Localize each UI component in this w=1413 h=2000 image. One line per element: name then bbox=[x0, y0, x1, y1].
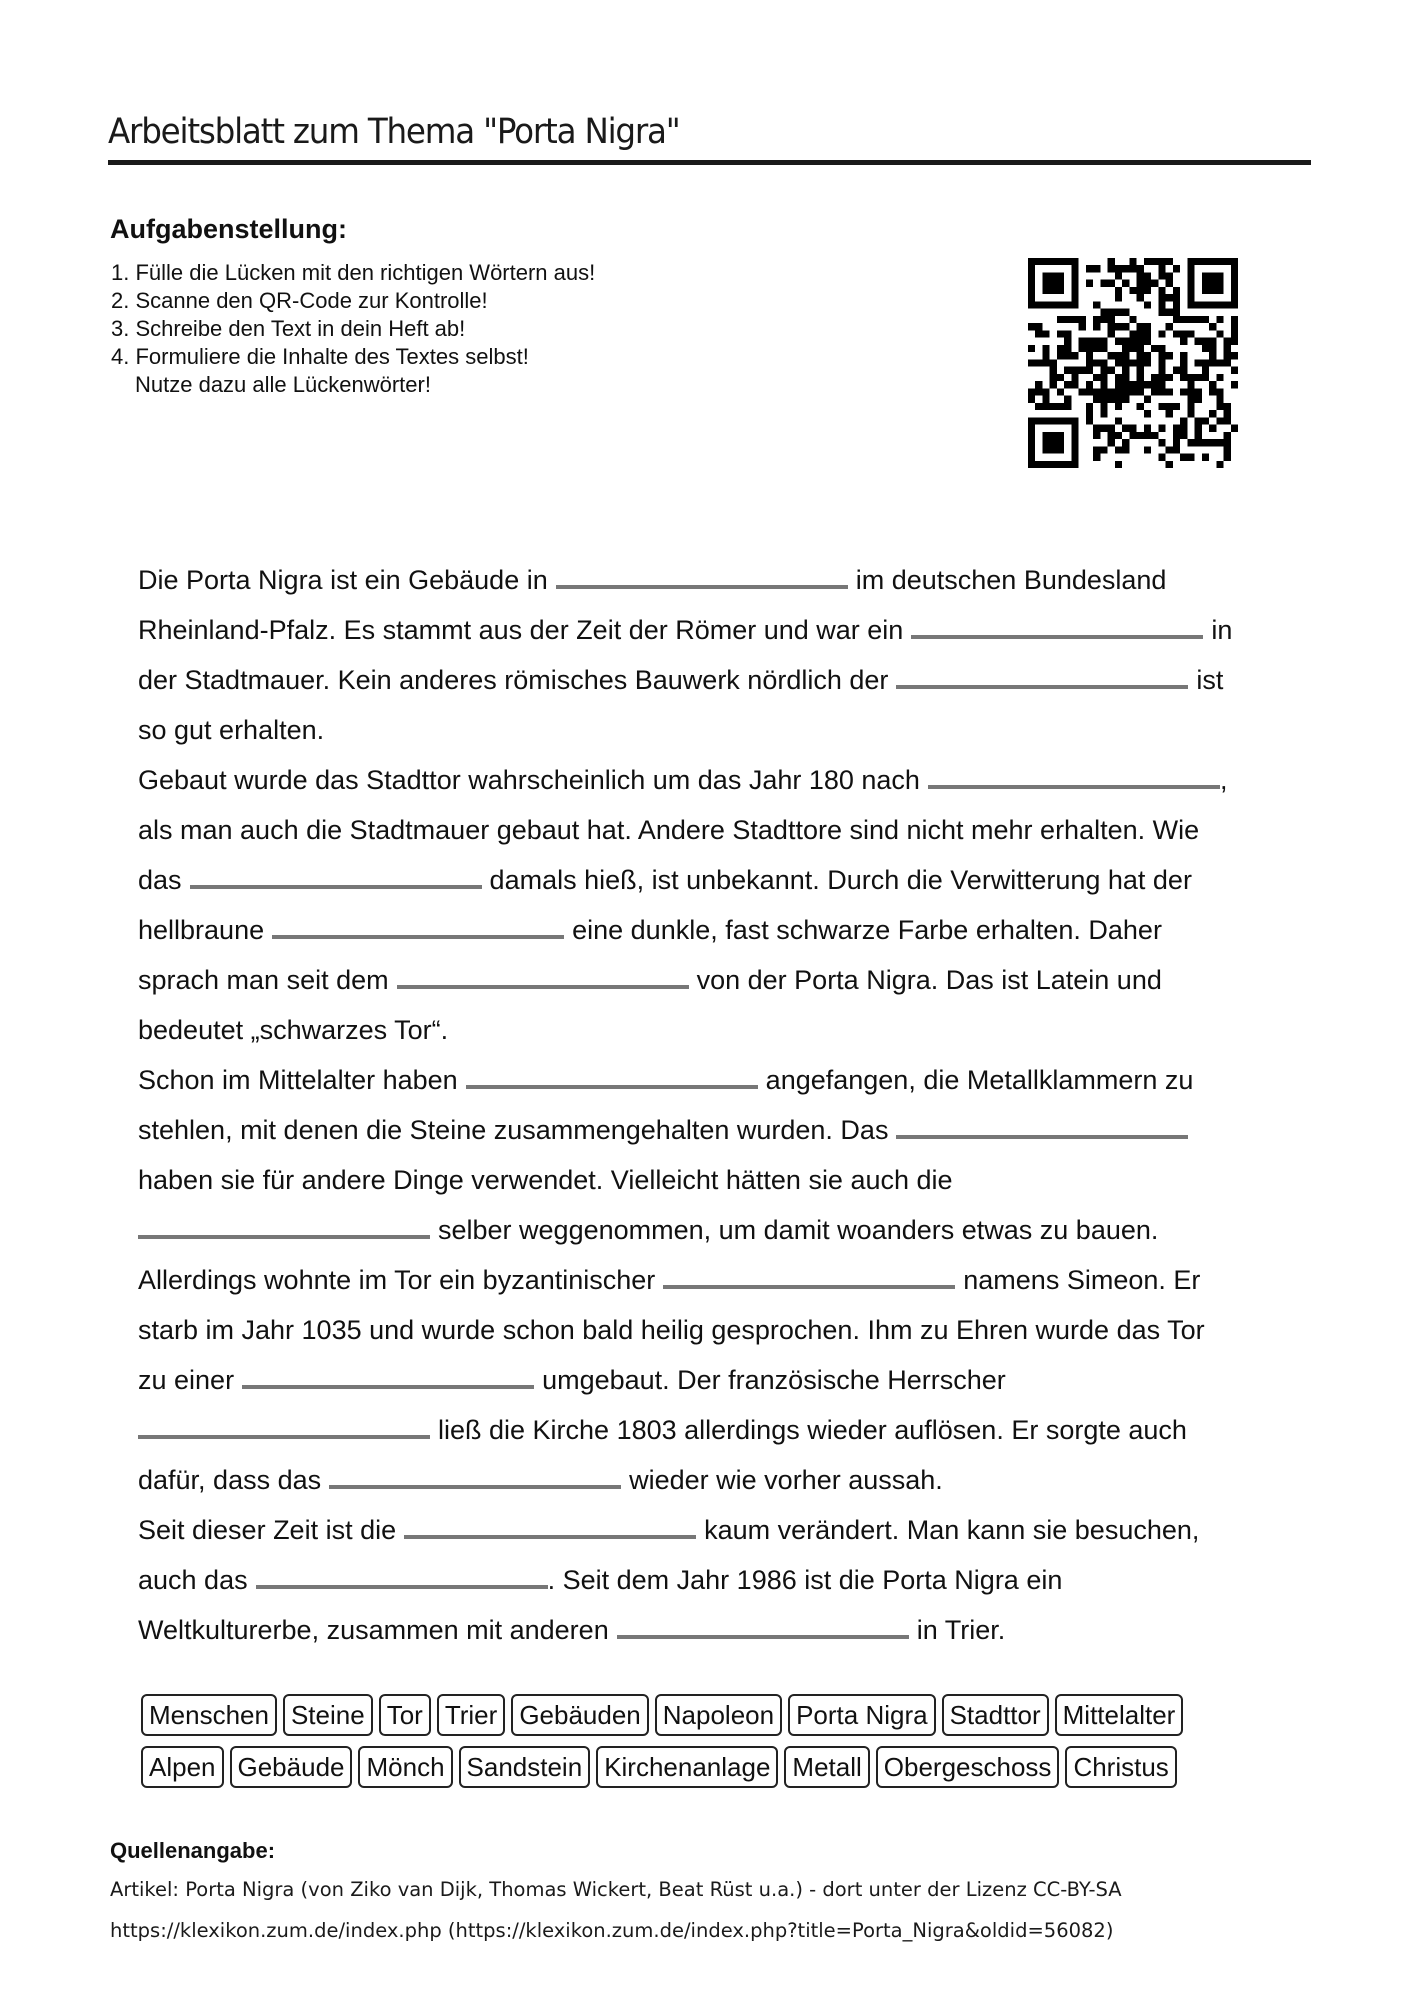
cloze-text-segment: Weltkulturerbe, zusammen mit anderen bbox=[138, 1615, 609, 1645]
blank-line[interactable] bbox=[928, 785, 1220, 789]
cloze-text-segment: selber weggenommen, um damit woanders etwas zu bauen. bbox=[438, 1215, 1159, 1245]
cloze-text-segment: starb im Jahr 1035 und wurde schon bald heilig gesprochen. Ihm zu Ehren wurde das Tor bbox=[138, 1315, 1205, 1345]
blank-line[interactable] bbox=[911, 635, 1203, 639]
cloze-line bbox=[138, 955, 1278, 1005]
task-item: 1. Fülle die Lücken mit den richtigen Wörtern aus! bbox=[111, 260, 596, 285]
blank-line[interactable] bbox=[663, 1285, 955, 1289]
cloze-line bbox=[138, 1305, 1278, 1355]
cloze-text-segment: namens Simeon. Er bbox=[963, 1265, 1201, 1295]
cloze-text-segment: Seit dieser Zeit ist die bbox=[138, 1515, 397, 1545]
word-chip[interactable]: Stadttor bbox=[942, 1694, 1049, 1736]
blank-line[interactable] bbox=[138, 1235, 430, 1239]
source-url: https://klexikon.zum.de/index.php (https://klexikon.zum.de/index.php?title=Porta_Nigra&oldid=56082) bbox=[110, 1919, 1114, 1942]
cloze-text-segment: wieder wie vorher aussah. bbox=[629, 1465, 943, 1495]
cloze-text-segment: umgebaut. Der französische Herrscher bbox=[542, 1365, 1006, 1395]
cloze-line bbox=[138, 1205, 1278, 1255]
word-chip[interactable]: Menschen bbox=[141, 1694, 277, 1736]
cloze-line bbox=[138, 1355, 1278, 1405]
cloze-text-segment: zu einer bbox=[138, 1365, 235, 1395]
blank-line[interactable] bbox=[896, 1135, 1188, 1139]
cloze-line bbox=[138, 555, 1278, 605]
cloze-text-segment: Gebaut wurde das Stadttor wahrscheinlich um das Jahr 180 nach bbox=[138, 765, 920, 795]
cloze-text-segment: als man auch die Stadtmauer gebaut hat. Andere Stadttore sind nicht mehr erhalten. Wie bbox=[138, 815, 1200, 845]
cloze-line bbox=[138, 1405, 1278, 1455]
word-chip[interactable]: Kirchenanlage bbox=[596, 1746, 778, 1788]
word-chip[interactable]: Gebäude bbox=[230, 1746, 353, 1788]
word-bank-row bbox=[141, 1746, 1281, 1798]
word-chip[interactable]: Mittelalter bbox=[1055, 1694, 1184, 1736]
word-chip[interactable]: Tor bbox=[379, 1694, 431, 1736]
cloze-line bbox=[138, 1255, 1278, 1305]
page-title: Arbeitsblatt zum Thema "Porta Nigra" bbox=[108, 112, 680, 152]
cloze-line bbox=[138, 655, 1278, 705]
word-chip[interactable]: Porta Nigra bbox=[788, 1694, 936, 1736]
qr-code-icon bbox=[1028, 258, 1238, 468]
blank-line[interactable] bbox=[138, 1435, 430, 1439]
cloze-text-segment: ließ die Kirche 1803 allerdings wieder auflösen. Er sorgte auch bbox=[438, 1415, 1187, 1445]
cloze-line bbox=[138, 1455, 1278, 1505]
blank-line[interactable] bbox=[466, 1085, 758, 1089]
cloze-line bbox=[138, 805, 1278, 855]
cloze-text-segment: Die Porta Nigra ist ein Gebäude in bbox=[138, 565, 548, 595]
cloze-text-segment: in bbox=[1211, 615, 1233, 645]
cloze-text-segment: dafür, dass das bbox=[138, 1465, 322, 1495]
cloze-line bbox=[138, 855, 1278, 905]
word-chip[interactable]: Gebäuden bbox=[511, 1694, 648, 1736]
cloze-text-segment: damals hieß, ist unbekannt. Durch die Verwitterung hat der bbox=[489, 865, 1192, 895]
task-item: 2. Scanne den QR-Code zur Kontrolle! bbox=[111, 288, 488, 313]
cloze-text-segment: haben sie für andere Dinge verwendet. Vielleicht hätten sie auch die bbox=[138, 1165, 953, 1195]
cloze-text-segment: im deutschen Bundesland bbox=[855, 565, 1167, 595]
word-chip[interactable]: Steine bbox=[283, 1694, 373, 1736]
cloze-text-segment: Allerdings wohnte im Tor ein byzantinischer bbox=[138, 1265, 656, 1295]
word-chip[interactable]: Metall bbox=[784, 1746, 869, 1788]
blank-line[interactable] bbox=[404, 1535, 696, 1539]
cloze-line bbox=[138, 905, 1278, 955]
blank-line[interactable] bbox=[190, 885, 482, 889]
cloze-text-segment: so gut erhalten. bbox=[138, 715, 325, 745]
cloze-text-segment: auch das bbox=[138, 1565, 248, 1595]
cloze-line bbox=[138, 1105, 1278, 1155]
word-chip[interactable]: Sandstein bbox=[459, 1746, 591, 1788]
task-item: 4. Formuliere die Inhalte des Textes selbst! bbox=[111, 344, 529, 369]
task-heading: Aufgabenstellung: bbox=[110, 214, 347, 244]
cloze-line bbox=[138, 755, 1278, 805]
blank-line[interactable] bbox=[397, 985, 689, 989]
blank-line[interactable] bbox=[329, 1485, 621, 1489]
task-list bbox=[111, 259, 595, 399]
cloze-line bbox=[138, 1005, 1278, 1055]
cloze-text-segment: . Seit dem Jahr 1986 ist die Porta Nigra ein bbox=[547, 1565, 1063, 1595]
word-chip[interactable]: Trier bbox=[437, 1694, 505, 1736]
blank-line[interactable] bbox=[896, 685, 1188, 689]
blank-line[interactable] bbox=[242, 1385, 534, 1389]
cloze-text-segment: stehlen, mit denen die Steine zusammengehalten wurden. Das bbox=[138, 1115, 889, 1145]
cloze-line bbox=[138, 1155, 1278, 1205]
word-chip[interactable]: Mönch bbox=[358, 1746, 452, 1788]
source-article: Artikel: Porta Nigra (von Ziko van Dijk, Thomas Wickert, Beat Rüst u.a.) - dort unter der Lizenz CC-BY-SA bbox=[110, 1878, 1122, 1901]
cloze-line bbox=[138, 1055, 1278, 1105]
blank-line[interactable] bbox=[556, 585, 848, 589]
cloze-text-segment: , bbox=[1219, 765, 1228, 795]
cloze-text-segment: Schon im Mittelalter haben bbox=[138, 1065, 458, 1095]
cloze-text-segment: in Trier. bbox=[916, 1615, 1006, 1645]
word-bank-row bbox=[141, 1694, 1281, 1746]
cloze-line bbox=[138, 705, 1278, 755]
blank-line[interactable] bbox=[617, 1635, 909, 1639]
cloze-text bbox=[138, 555, 1278, 1655]
cloze-text-segment: der Stadtmauer. Kein anderes römisches Bauwerk nördlich der bbox=[138, 665, 889, 695]
blank-line[interactable] bbox=[256, 1585, 548, 1589]
source-heading: Quellenangabe: bbox=[110, 1838, 276, 1863]
cloze-text-segment: bedeutet „schwarzes Tor“. bbox=[138, 1015, 449, 1045]
cloze-text-segment: das bbox=[138, 865, 182, 895]
cloze-text-segment: sprach man seit dem bbox=[138, 965, 389, 995]
cloze-text-segment: angefangen, die Metallklammern zu bbox=[765, 1065, 1194, 1095]
cloze-text-segment: von der Porta Nigra. Das ist Latein und bbox=[696, 965, 1162, 995]
title-underline bbox=[108, 160, 1311, 165]
task-item: 3. Schreibe den Text in dein Heft ab! bbox=[111, 316, 466, 341]
cloze-line bbox=[138, 1505, 1278, 1555]
cloze-line bbox=[138, 1555, 1278, 1605]
word-chip[interactable]: Obergeschoss bbox=[876, 1746, 1060, 1788]
cloze-text-segment: hellbraune bbox=[138, 915, 265, 945]
cloze-text-segment: eine dunkle, fast schwarze Farbe erhalten. Daher bbox=[572, 915, 1162, 945]
word-chip[interactable]: Napoleon bbox=[655, 1694, 782, 1736]
cloze-text-segment: Rheinland-Pfalz. Es stammt aus der Zeit der Römer und war ein bbox=[138, 615, 904, 645]
task-item: Nutze dazu alle Lückenwörter! bbox=[135, 372, 431, 397]
word-bank bbox=[141, 1694, 1281, 1798]
cloze-text-segment: ist bbox=[1196, 665, 1224, 695]
word-chip[interactable]: Christus bbox=[1065, 1746, 1176, 1788]
cloze-line bbox=[138, 605, 1278, 655]
cloze-line bbox=[138, 1605, 1278, 1655]
blank-line[interactable] bbox=[272, 935, 564, 939]
word-chip[interactable]: Alpen bbox=[141, 1746, 224, 1788]
cloze-text-segment: kaum verändert. Man kann sie besuchen, bbox=[704, 1515, 1200, 1545]
